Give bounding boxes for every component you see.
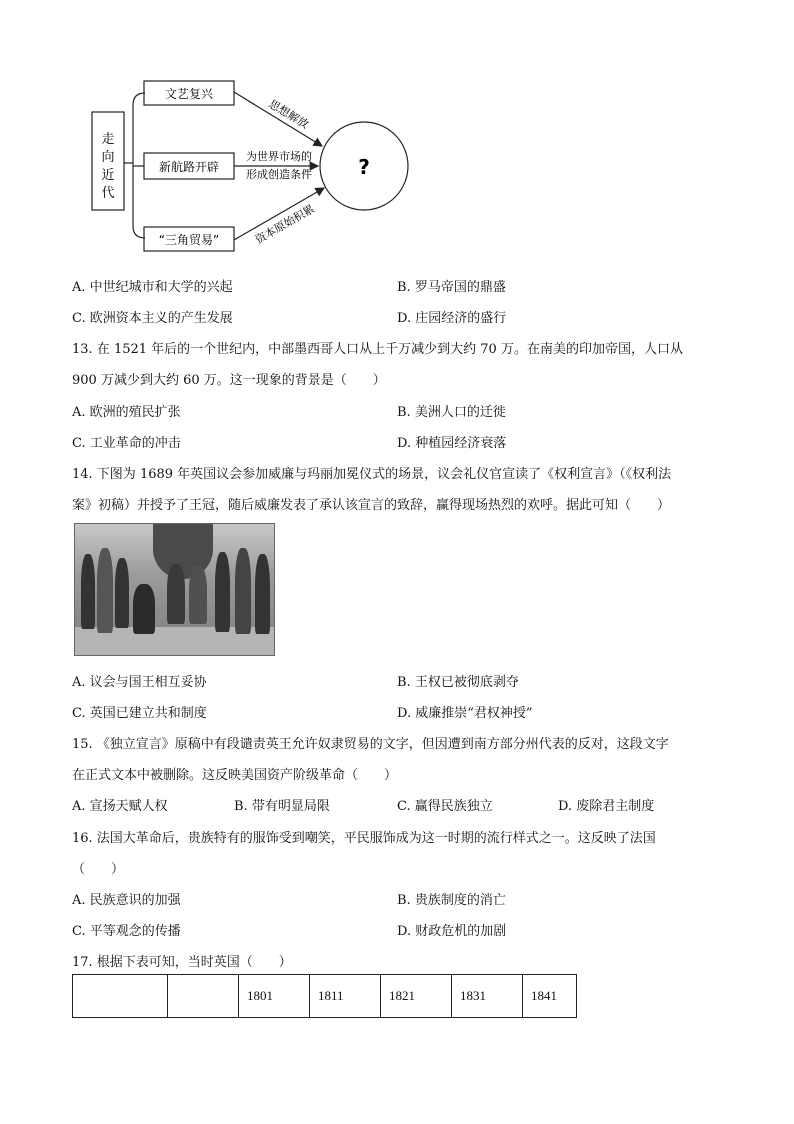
q12-option-a: A. 中世纪城市和大学的兴起: [72, 280, 233, 295]
box-triangle-trade-label: “三角贸易”: [158, 233, 220, 247]
q13-option-b: B. 美洲人口的迁徙: [397, 405, 506, 420]
left-box-char-1: 走: [101, 132, 115, 147]
q15-option-d: D. 废除君主制度: [558, 799, 655, 814]
q13-option-d: D. 种植园经济衰落: [397, 436, 507, 451]
q13-stem-line2: 900 万减少到大约 60 万。这一现象的背景是（ ）: [72, 373, 386, 388]
arrow-label-market-2: 形成创造条件: [246, 168, 312, 181]
q17-stem: 17. 根据下表可知，当时英国（ ）: [72, 955, 292, 970]
table-cell: 1831: [452, 975, 523, 1018]
q12-option-b: B. 罗马帝国的鼎盛: [397, 280, 506, 295]
q15-option-b: B. 带有明显局限: [234, 799, 330, 814]
q15-stem-line2: 在正式文本中被删除。这反映美国资产阶级革命（ ）: [72, 768, 398, 783]
center-question: ?: [358, 155, 370, 179]
q14-option-c: C. 英国已建立共和制度: [72, 706, 207, 721]
left-box-char-3: 近: [101, 168, 115, 183]
coronation-engraving-image: [74, 523, 275, 656]
arrow-label-market-1: 为世界市场的: [246, 150, 312, 163]
population-table: [72, 974, 577, 1018]
q16-stem-line1: 16. 法国大革命后，贵族特有的服饰受到嘲笑，平民服饰成为这一时期的流行样式之一。这反映了法国: [72, 831, 656, 846]
q15-option-a: A. 宣扬天赋人权: [72, 799, 168, 814]
left-box-char-4: 代: [101, 186, 115, 201]
q13-option-a: A. 欧洲的殖民扩张: [72, 405, 181, 420]
table-cell: [73, 975, 168, 1018]
box-renaissance-label: 文艺复兴: [164, 87, 214, 101]
table-row: [73, 975, 577, 1018]
table-cell: 1801: [239, 975, 310, 1018]
q14-stem-line2: 案》初稿）并授予了王冠，随后威廉发表了承认该宣言的致辞，赢得现场热烈的欢呼。据此可知（ ）: [72, 498, 671, 513]
q13-stem-line1: 13. 在 1521 年后的一个世纪内，中部墨西哥人口从上千万减少到大约 70 万。在南美的印加帝国，人口从: [72, 342, 683, 357]
q14-option-b: B. 王权已被彻底剥夺: [397, 675, 519, 690]
q13-option-c: C. 工业革命的冲击: [72, 436, 181, 451]
q12-option-c: C. 欧洲资本主义的产生发展: [72, 311, 233, 326]
arrow-label-capital: 资本原始积累: [253, 202, 317, 247]
q15-option-c: C. 赢得民族独立: [397, 799, 493, 814]
q15-stem-line1: 15. 《独立宣言》原稿中有段谴责英王允许奴隶贸易的文字，但因遭到南方部分州代表的反对，这段文字: [72, 737, 669, 752]
concept-diagram: [0, 0, 794, 260]
q12-option-d: D. 庄园经济的盛行: [397, 311, 507, 326]
q16-option-a: A. 民族意识的加强: [72, 893, 181, 908]
q16-stem-line2: （ ）: [72, 862, 125, 877]
q14-stem-line1: 14. 下图为 1689 年英国议会参加威廉与玛丽加冕仪式的场景，议会礼仪官宣读了《权利宣言》（《权利法: [72, 467, 672, 482]
table-cell: 1811: [310, 975, 381, 1018]
q16-option-c: C. 平等观念的传播: [72, 924, 181, 939]
q14-option-a: A. 议会与国王相互妥协: [72, 675, 207, 690]
table-cell: 1821: [381, 975, 452, 1018]
box-new-route-label: 新航路开辟: [158, 160, 220, 174]
left-box-char-2: 向: [101, 150, 115, 165]
q14-option-d: D. 威廉推崇“君权神授”: [397, 706, 533, 721]
q16-option-b: B. 贵族制度的消亡: [397, 893, 506, 908]
arrow-label-thought: 思想解放: [266, 97, 311, 132]
q16-option-d: D. 财政危机的加剧: [397, 924, 507, 939]
table-cell: [168, 975, 239, 1018]
table-cell: 1841: [523, 975, 577, 1018]
